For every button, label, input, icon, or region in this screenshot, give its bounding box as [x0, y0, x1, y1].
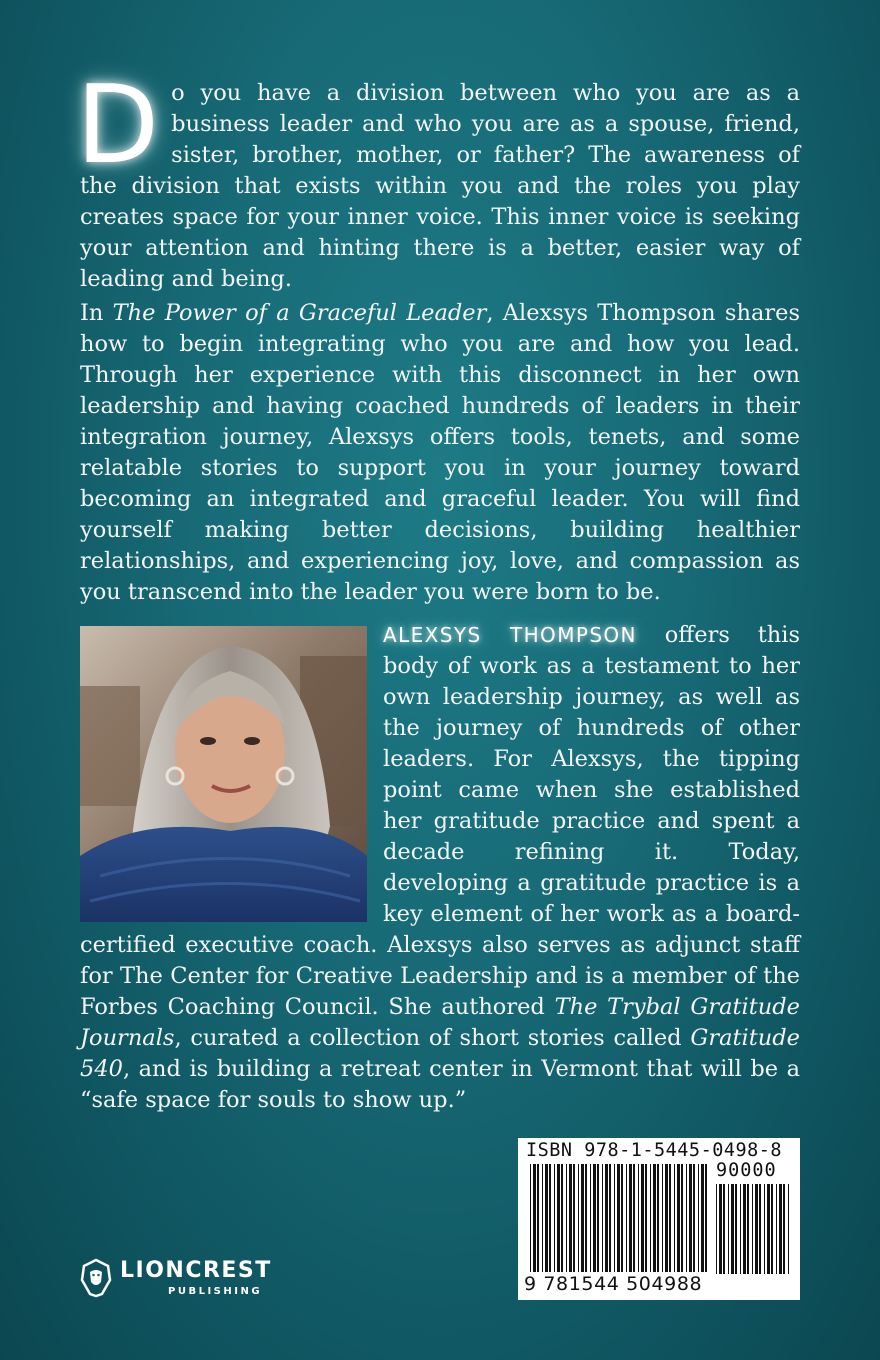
- barcode-bar: [776, 1184, 777, 1274]
- book-title: The Power of a Graceful Leader: [112, 300, 487, 326]
- author-bio-paragraph: [80, 620, 800, 1116]
- barcode-bar: [779, 1184, 782, 1274]
- publisher-subtitle: PUBLISHING: [168, 1286, 263, 1297]
- barcode-bar: [698, 1164, 699, 1272]
- isbn-text: ISBN 978-1-5445-0498-8: [526, 1140, 783, 1161]
- barcode-bar: [743, 1184, 746, 1274]
- book-description-paragraph: [80, 298, 800, 608]
- barcode-bar: [752, 1184, 753, 1274]
- barcode-bar: [569, 1164, 572, 1272]
- barcode-bar: [590, 1164, 591, 1272]
- barcode-bar: [578, 1164, 579, 1272]
- barcode-bar: [764, 1184, 765, 1274]
- barcode-bar: [638, 1164, 639, 1272]
- barcode-bar: [740, 1184, 741, 1274]
- barcode-bar: [665, 1164, 668, 1272]
- barcode-bar: [693, 1164, 695, 1272]
- barcode-bar: [716, 1184, 717, 1274]
- barcode-bar: [581, 1164, 584, 1272]
- barcode-bar: [626, 1164, 627, 1272]
- barcode-bar: [728, 1184, 729, 1274]
- barcode-bar: [554, 1164, 555, 1272]
- barcode-bar: [549, 1164, 551, 1272]
- barcode-bar: [783, 1184, 785, 1274]
- barcode-bar: [602, 1164, 603, 1272]
- barcode-bar: [723, 1184, 725, 1274]
- barcode-bar: [629, 1164, 632, 1272]
- barcode-bar: [669, 1164, 671, 1272]
- barcode-bar: [557, 1164, 560, 1272]
- barcode-bar: [677, 1164, 680, 1272]
- barcode-bar: [573, 1164, 575, 1272]
- barcode-bar: [755, 1184, 758, 1274]
- barcode-bar: [533, 1164, 536, 1272]
- photo-spacer: [80, 620, 383, 928]
- barcode-bar: [645, 1164, 647, 1272]
- barcode-bar: [641, 1164, 644, 1272]
- barcode-bar: [771, 1184, 773, 1274]
- barcode-bar: [788, 1184, 789, 1274]
- barcode-bar: [767, 1184, 770, 1274]
- publisher-name: LIONCREST: [120, 1258, 272, 1283]
- barcode-bar: [705, 1164, 707, 1272]
- barcode-bar: [759, 1184, 761, 1274]
- price-code: 90000: [716, 1160, 777, 1181]
- author-name: ALEXSYS THOMPSON: [383, 623, 637, 647]
- barcode-bar: [653, 1164, 656, 1272]
- author-bio-part1: offers this body of work as a testament to her own leadership journey, as well as the journey of hundreds of other leaders. For Alexsys, the tipping point came when she established her gratitude practice and spent a decade refining it. Today, developing a gratitude practice is a key element of her work as a board-certified executive coach. Alexsys also serves as adjunct staff for The Center for Creative Leadership and is a member of the Forbes Coaching Council. She authored: [80, 622, 800, 1020]
- barcode-bar: [689, 1164, 692, 1272]
- barcode-bar: [561, 1164, 563, 1272]
- barcode-bar: [674, 1164, 675, 1272]
- barcode-bar: [609, 1164, 611, 1272]
- barcode-bar: [731, 1184, 734, 1274]
- drop-cap: D: [76, 63, 160, 188]
- barcode-bar: [566, 1164, 567, 1272]
- author-book-1: The Trybal Gratitude Journals: [80, 994, 800, 1051]
- book-description-text: , Alexsys Thompson shares how to begin integrating who you are and how you lead. Through her experience with this disconnect in her own leadership and having coached hundreds of leaders in their integration journey, Alexsys offers tools, tenets, and some relatable stories to support you in your journey toward becoming an integrated and graceful leader. You will find yourself making better decisions, building healthier relationships, and experiencing joy, love, and compassion as you transcend into the leader you were born to be.: [80, 300, 800, 605]
- barcode-bar: [662, 1164, 663, 1272]
- barcode-bar: [657, 1164, 659, 1272]
- barcode-bar: [597, 1164, 599, 1272]
- barcode-bar: [614, 1164, 615, 1272]
- barcode-bar: [701, 1164, 704, 1272]
- barcode-bar: [585, 1164, 587, 1272]
- barcode-bar: [686, 1164, 687, 1272]
- author-bio-part3: , and is building a retreat center in Vermont that will be a “safe space for souls to show up.”: [80, 1056, 800, 1113]
- intro-text: o you have a division between who you are as a business leader and who you are as a spouse, friend, sister, brother, mother, or father? The awareness of the division that exists within you and the roles you play creates space for your inner voice. This inner voice is seeking your attention and hinting there is a better, easier way of leading and being.: [80, 80, 800, 292]
- barcode-bar: [537, 1164, 539, 1272]
- barcode-bar: [681, 1164, 683, 1272]
- addon-barcode-bars: [716, 1184, 794, 1274]
- barcode-bar: [545, 1164, 548, 1272]
- barcode-bar: [621, 1164, 623, 1272]
- barcode-bar: [719, 1184, 722, 1274]
- barcode-bar: [747, 1184, 749, 1274]
- barcode-bars: [530, 1164, 710, 1272]
- author-book-2: Gratitude 540: [80, 1025, 800, 1082]
- barcode-bar: [605, 1164, 608, 1272]
- barcode-bar: [530, 1164, 531, 1272]
- barcode-bar: [633, 1164, 635, 1272]
- author-bio-part2: , curated a collection of short stories called: [174, 1025, 691, 1051]
- lion-head-icon: [80, 1258, 112, 1298]
- barcode-bar: [542, 1164, 543, 1272]
- book-description-lead: In: [80, 300, 113, 326]
- intro-paragraph: [76, 63, 800, 295]
- isbn-barcode: [518, 1138, 800, 1300]
- barcode-bar: [617, 1164, 620, 1272]
- barcode-bar: [593, 1164, 596, 1272]
- barcode-bar: [735, 1184, 737, 1274]
- barcode-bar: [650, 1164, 651, 1272]
- barcode-digits: 9 781544 504988: [524, 1273, 703, 1295]
